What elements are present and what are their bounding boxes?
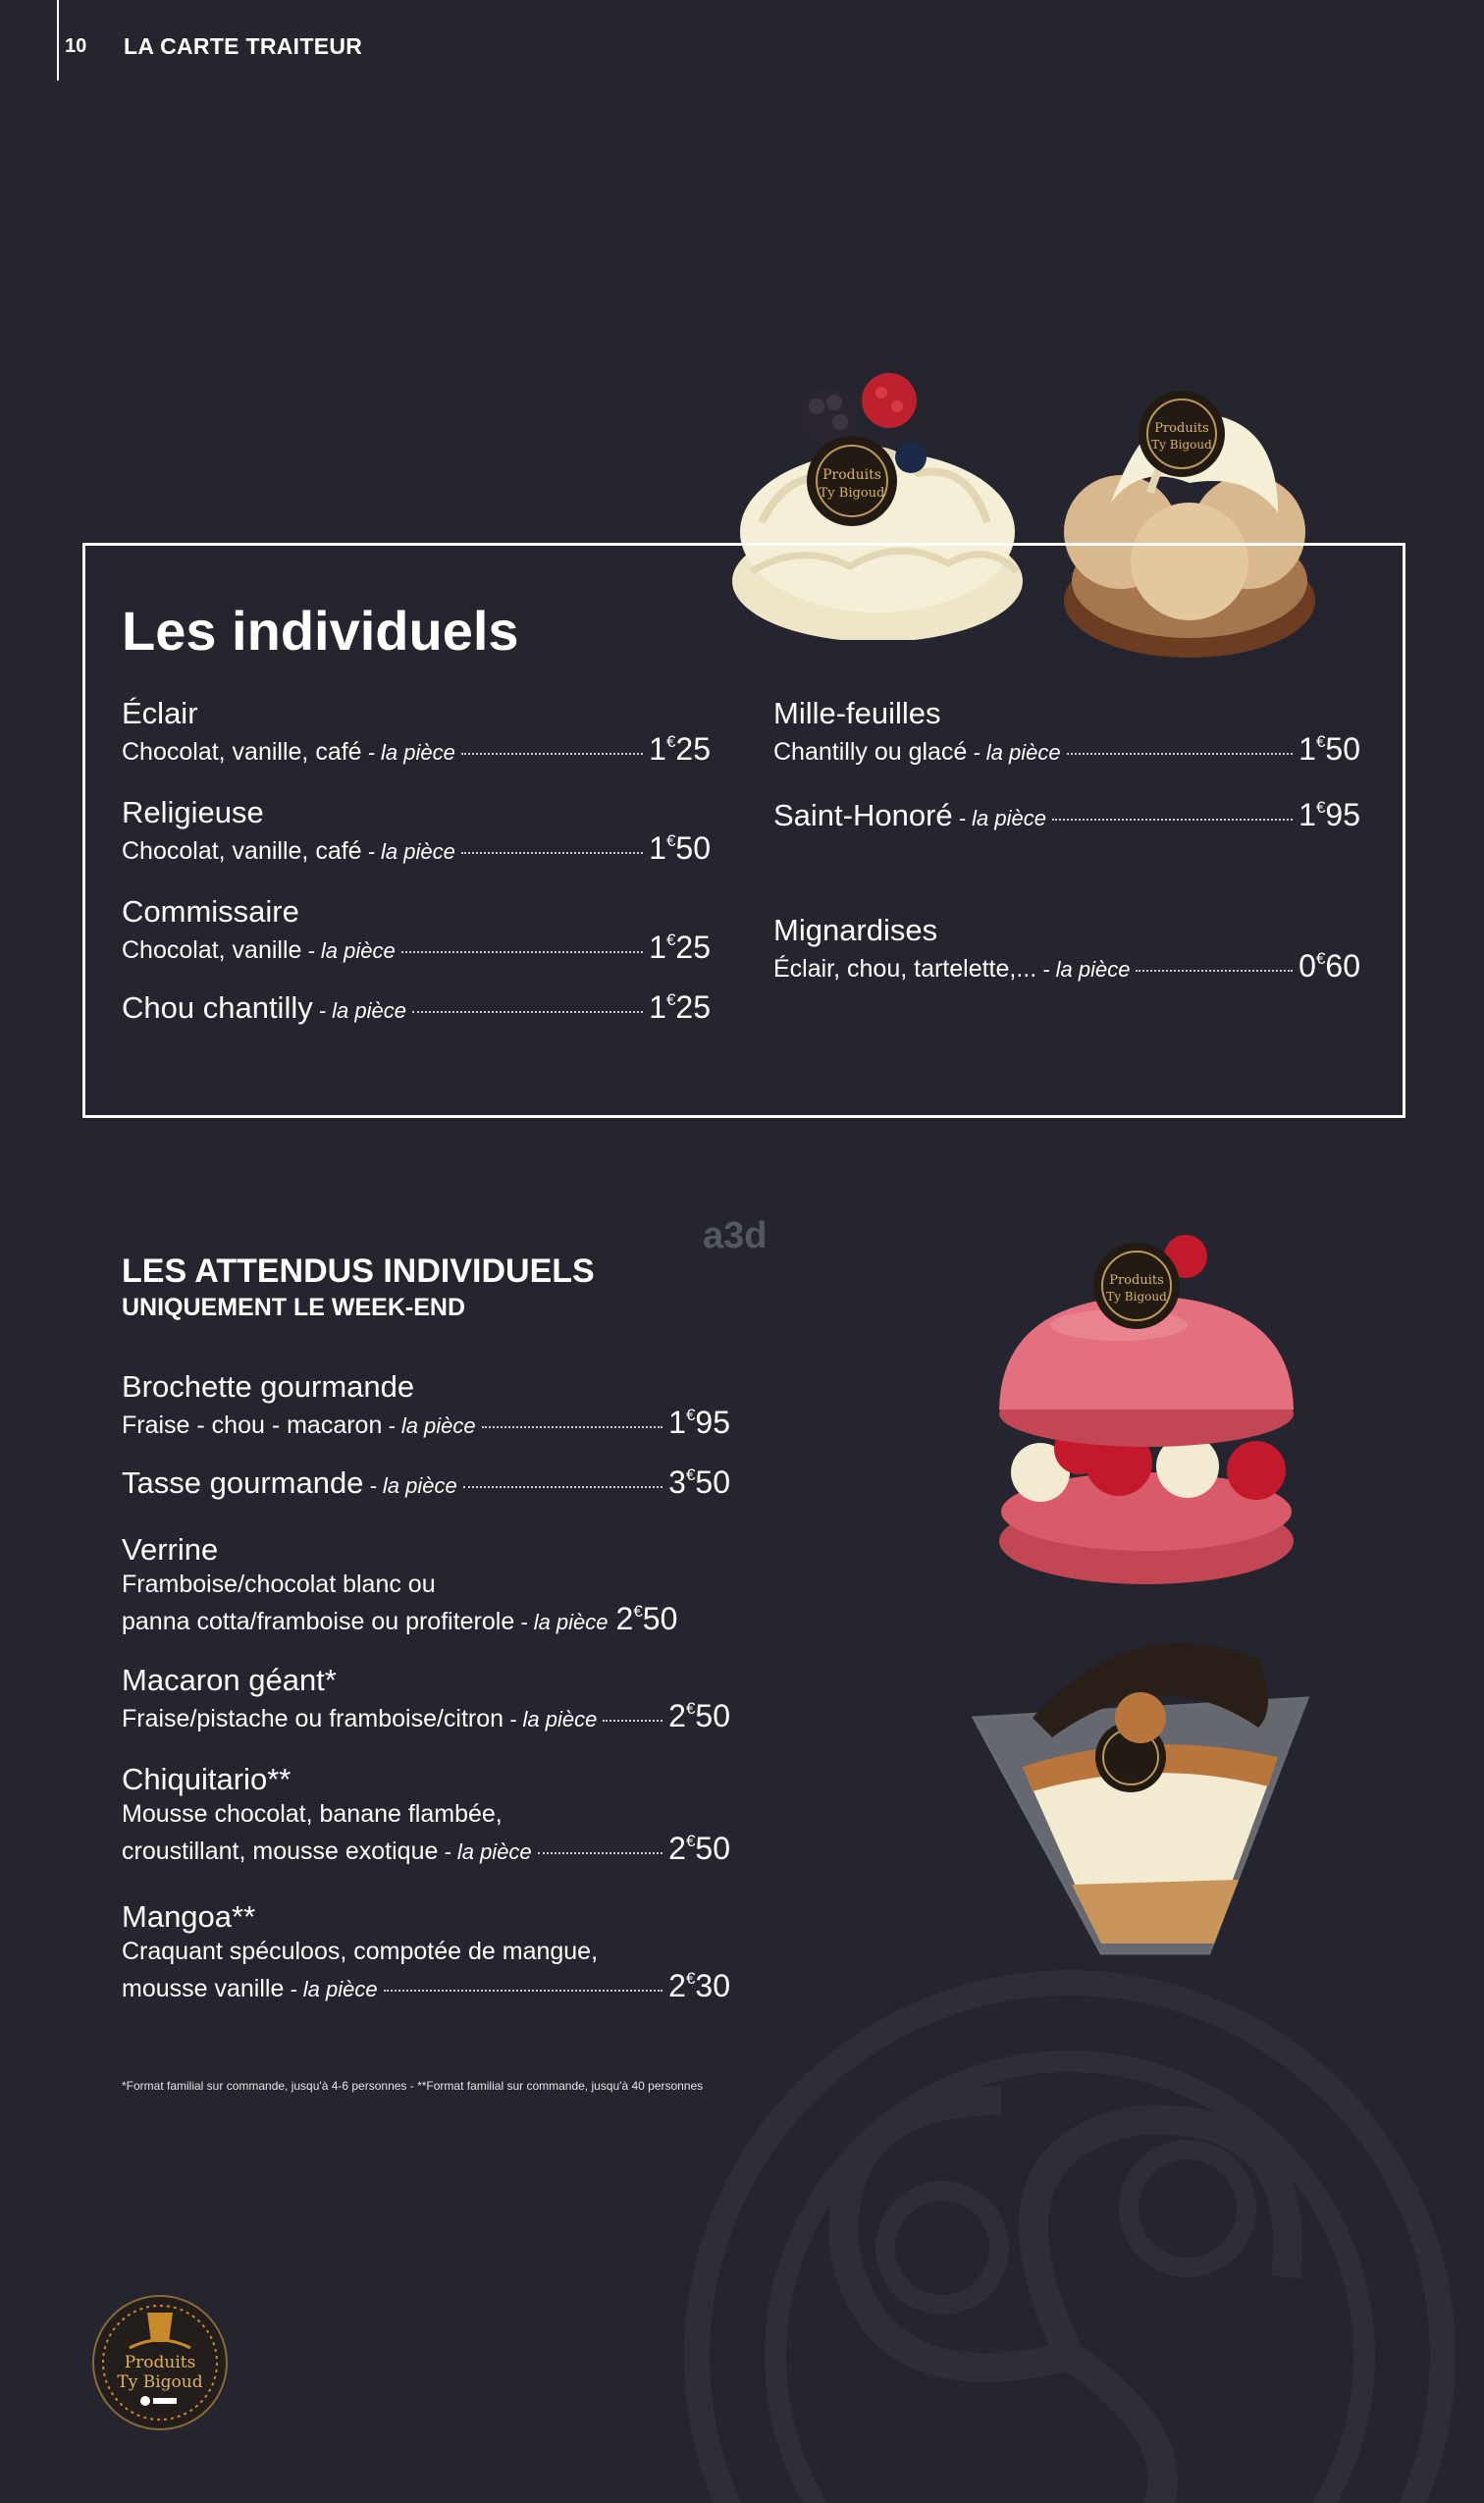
svg-text:Ty Bigoud: Ty Bigoud <box>1151 438 1212 452</box>
item-description: Fraise/pistache ou framboise/citron <box>122 1705 504 1732</box>
item-unit: - la pièce <box>367 740 455 765</box>
svg-text:Produits: Produits <box>1154 421 1209 436</box>
item-description: croustillant, mousse exotique <box>122 1837 439 1865</box>
item-price: 1€25 <box>649 930 711 965</box>
svg-text:Produits: Produits <box>124 2353 196 2372</box>
item-description: Éclair, chou, tartelette,... <box>773 955 1037 983</box>
dot-leader <box>461 852 643 854</box>
page-header-title: LA CARTE TRAITEUR <box>124 33 363 59</box>
item-name: Éclair <box>122 696 198 730</box>
item-description: Chocolat, vanille, café <box>122 738 362 766</box>
produits-ty-bigoud-logo <box>90 2293 230 2432</box>
item-description: mousse vanille <box>122 1975 285 2002</box>
menu-item <box>122 1465 730 1501</box>
item-unit: - la pièce <box>520 1610 609 1634</box>
svg-text:Ty Bigoud: Ty Bigoud <box>117 2372 203 2392</box>
item-unit: - la pièce <box>444 1839 532 1864</box>
dot-leader <box>603 1720 662 1722</box>
item-price: 1€50 <box>1298 731 1360 767</box>
item-unit: - la pièce <box>1042 957 1131 982</box>
item-description: Chantilly ou glacé <box>773 738 968 766</box>
dot-leader <box>538 1852 662 1854</box>
item-unit: - la pièce <box>290 1977 378 2001</box>
svg-text:Produits: Produits <box>1109 1273 1164 1288</box>
menu-item <box>773 797 1360 833</box>
watermark-text: a3d <box>703 1215 768 1256</box>
item-price: 1€95 <box>668 1405 730 1440</box>
menu-item <box>122 1532 730 1638</box>
item-name: Mille-feuilles <box>773 696 941 730</box>
item-name: Mignardises <box>773 913 938 947</box>
triskelion-decoration <box>677 1953 1462 2503</box>
item-name: Saint-Honoré <box>773 798 953 832</box>
item-description: panna cotta/framboise ou profiterole <box>122 1608 515 1635</box>
dot-leader <box>384 1990 663 1992</box>
footnote: *Format familial sur commande, jusqu'à 4-6 personnes - **Format familial sur commande, jusqu'à 40 personnes <box>122 2079 704 2093</box>
item-price: 2€50 <box>668 1698 730 1733</box>
item-description-line: Craquant spéculoos, compotée de mangue, <box>122 1938 599 1965</box>
section-subtitle: UNIQUEMENT LE WEEK-END <box>122 1294 465 1321</box>
menu-item <box>122 696 711 769</box>
item-name: Chiquitario** <box>122 1762 292 1796</box>
dot-leader <box>1136 970 1293 972</box>
item-price: 2€30 <box>668 1968 730 2003</box>
page-number: 10 <box>65 35 87 57</box>
item-price: 1€25 <box>649 989 711 1025</box>
item-price: 1€25 <box>649 731 711 767</box>
menu-item <box>122 1663 730 1735</box>
menu-item <box>122 1369 730 1442</box>
item-name: Commissaire <box>122 894 299 929</box>
menu-item <box>122 795 711 868</box>
item-name: Brochette gourmande <box>122 1369 415 1404</box>
item-price: 3€50 <box>668 1465 730 1500</box>
item-unit: - la pièce <box>307 938 396 963</box>
section-title: LES ATTENDUS INDIVIDUELS <box>122 1252 595 1290</box>
menu-item <box>773 696 1360 769</box>
item-description: Fraise - chou - macaron <box>122 1411 383 1439</box>
item-unit: - la pièce <box>369 1473 457 1498</box>
dot-leader <box>463 1486 662 1488</box>
menu-item <box>773 913 1360 985</box>
header-rule <box>57 0 59 80</box>
item-description-line: Framboise/chocolat blanc ou <box>122 1571 436 1598</box>
dot-leader <box>412 1011 643 1013</box>
item-unit: - la pièce <box>318 998 406 1023</box>
dot-leader <box>1052 819 1293 821</box>
item-description: Chocolat, vanille, café <box>122 837 362 865</box>
item-unit: - la pièce <box>388 1413 476 1438</box>
item-name: Chou chantilly <box>122 990 313 1025</box>
svg-text:Ty Bigoud: Ty Bigoud <box>819 486 885 501</box>
item-price: 1€95 <box>1298 797 1360 832</box>
item-name: Tasse gourmande <box>122 1465 364 1500</box>
item-unit: - la pièce <box>509 1707 598 1731</box>
individuels-title: Les individuels <box>122 600 519 662</box>
item-name: Verrine <box>122 1532 219 1567</box>
dot-leader <box>1067 753 1294 755</box>
item-unit: - la pièce <box>958 806 1046 830</box>
macaron-photo <box>962 1217 1335 1610</box>
item-price: 2€50 <box>668 1831 730 1866</box>
item-description: Chocolat, vanille <box>122 936 302 964</box>
svg-text:Ty Bigoud: Ty Bigoud <box>1106 1290 1167 1304</box>
dot-leader <box>461 753 643 755</box>
item-name: Mangoa** <box>122 1899 256 1934</box>
item-price: 0€60 <box>1298 948 1360 984</box>
dot-leader <box>401 951 643 953</box>
item-price: 1€50 <box>649 830 711 866</box>
item-name: Macaron géant* <box>122 1663 337 1697</box>
item-price: 2€50 <box>615 1601 678 1636</box>
item-description-line: Mousse chocolat, banane flambée, <box>122 1800 503 1828</box>
menu-item <box>122 989 711 1026</box>
item-name: Religieuse <box>122 795 264 829</box>
dot-leader <box>482 1426 662 1428</box>
menu-item <box>122 1762 730 1868</box>
verrine-photo <box>964 1620 1327 1963</box>
item-unit: - la pièce <box>973 740 1061 765</box>
menu-item <box>122 1899 730 2005</box>
svg-text:Produits: Produits <box>822 467 881 483</box>
menu-item <box>122 894 711 967</box>
item-unit: - la pièce <box>367 839 455 864</box>
